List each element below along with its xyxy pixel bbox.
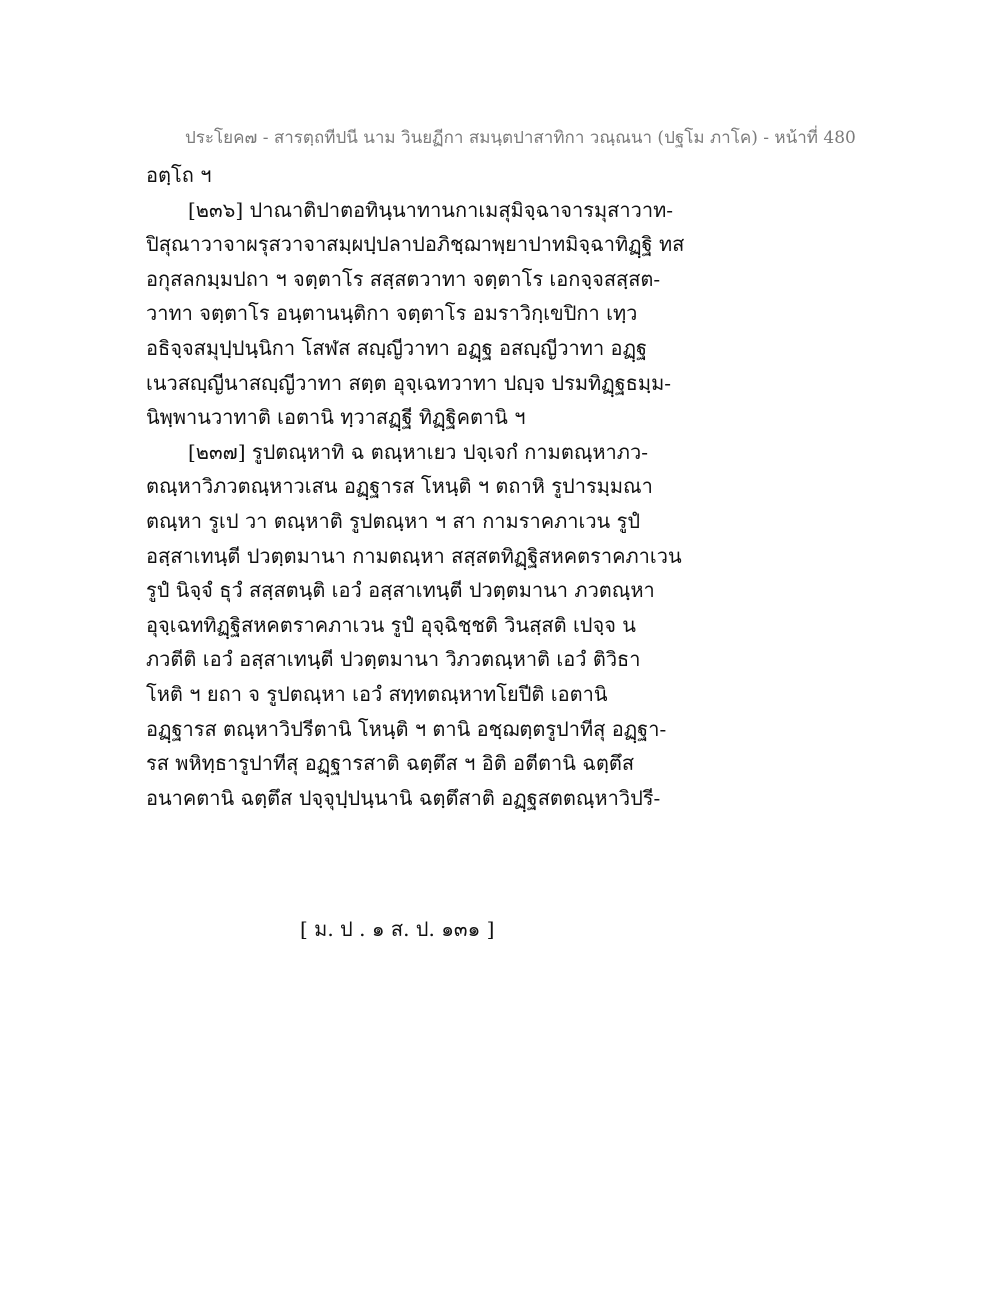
- text-line: รูปํ นิจฺจํ ธุวํ สสฺสตนฺติ เอวํ อสฺสาเทนฺตี ปวตฺตมานา ภวตณฺหา: [146, 578, 655, 603]
- text-line: นิพฺพานวาทาติ เอตานิ ทฺวาสฏฺฐี ทิฏฺฐิคตานิ ฯ: [146, 405, 526, 430]
- text-line: อฏฺฐารส ตณฺหาวิปรีตานิ โหนฺติ ฯ ตานิ อชฺฌตฺตรูปาทีสุ อฏฺฐา-: [146, 716, 667, 741]
- text-line: อตฺโถ ฯ: [146, 163, 212, 187]
- paragraph-start-237: [๒๓๗] รูปตณฺหาทิ ฉ ตณฺหาเยว ปจฺเจกํ กามตณฺหาภว-: [188, 439, 648, 464]
- text-line: ปิสุณาวาจาผรุสวาจาสมฺผปฺปลาปอภิชฺฌาพฺยาปาทมิจฺฉาทิฏฺฐิ ทส: [146, 232, 685, 257]
- text-line: วาทา จตฺตาโร อนฺตานนฺติกา จตฺตาโร อมราวิกฺเขปิกา เทฺว: [146, 301, 638, 326]
- text-line: ตณฺหา รูเป วา ตณฺหาติ รูปตณฺหา ฯ สา กามราคภาเวน รูปํ: [146, 508, 641, 533]
- text-line: โหติ ฯ ยถา จ รูปตณฺหา เอวํ สทฺทตณฺหาทโยปีติ เอตานิ: [146, 681, 608, 706]
- text-line: อกุสลกมฺมปถา ฯ จตฺตาโร สสฺสตวาทา จตฺตาโร เอกจฺจสสฺสต-: [146, 266, 661, 291]
- paragraph-start-236: [๒๓๖] ปาณาติปาตอทินฺนาทานกาเมสุมิจฺฉาจารมุสาวาท-: [188, 197, 674, 222]
- body-text: [146, 158, 686, 815]
- text-line: อธิจฺจสมุปฺปนฺนิกา โสฬส สญฺญีวาทา อฏฺฐ อสญฺญีวาทา อฏฺฐ: [146, 335, 648, 360]
- text-line: อุจฺเฉททิฏฺฐิสหคตราคภาเวน รูปํ อุจฺฉิชฺชติ วินสฺสติ เปจฺจ น: [146, 612, 636, 637]
- text-line: อสฺสาเทนฺตี ปวตฺตมานา กามตณฺหา สสฺสตทิฏฺฐิสหคตราคภาเวน: [146, 543, 682, 568]
- text-line: ตณฺหาวิภวตณฺหาวเสน อฏฺฐารส โหนฺติ ฯ ตถาหิ รูปารมฺมณา: [146, 474, 653, 499]
- text-line: อนาคตานิ ฉตฺตึส ปจฺจุปฺปนฺนานิ ฉตฺตึสาติ อฏฺฐสตตณฺหาวิปรี-: [146, 785, 661, 810]
- page-reference: [ ม. ป . ๑ ส. ป. ๑๓๑ ]: [300, 917, 495, 941]
- text-line: รส พหิทฺธารูปาทีสุ อฏฺฐารสาติ ฉตฺตึส ฯ อิติ อตีตานิ ฉตฺตึส: [146, 751, 635, 776]
- text-line: ภวตีติ เอวํ อสฺสาเทนฺตี ปวตฺตมานา วิภวตณฺหาติ เอวํ ติวิธา: [146, 647, 641, 672]
- running-header: ประโยค๗ - สารตฺถทีปนี นาม วินยฏีกา สมนฺตปาสาทิกา วณฺณนา (ปฐโม ภาโค) - หน้าที่ 480: [185, 128, 856, 148]
- text-line: เนวสญฺญีนาสญฺญีวาทา สตฺต อุจฺเฉทวาทา ปญฺจ ปรมทิฏฺฐธมฺม-: [146, 370, 672, 395]
